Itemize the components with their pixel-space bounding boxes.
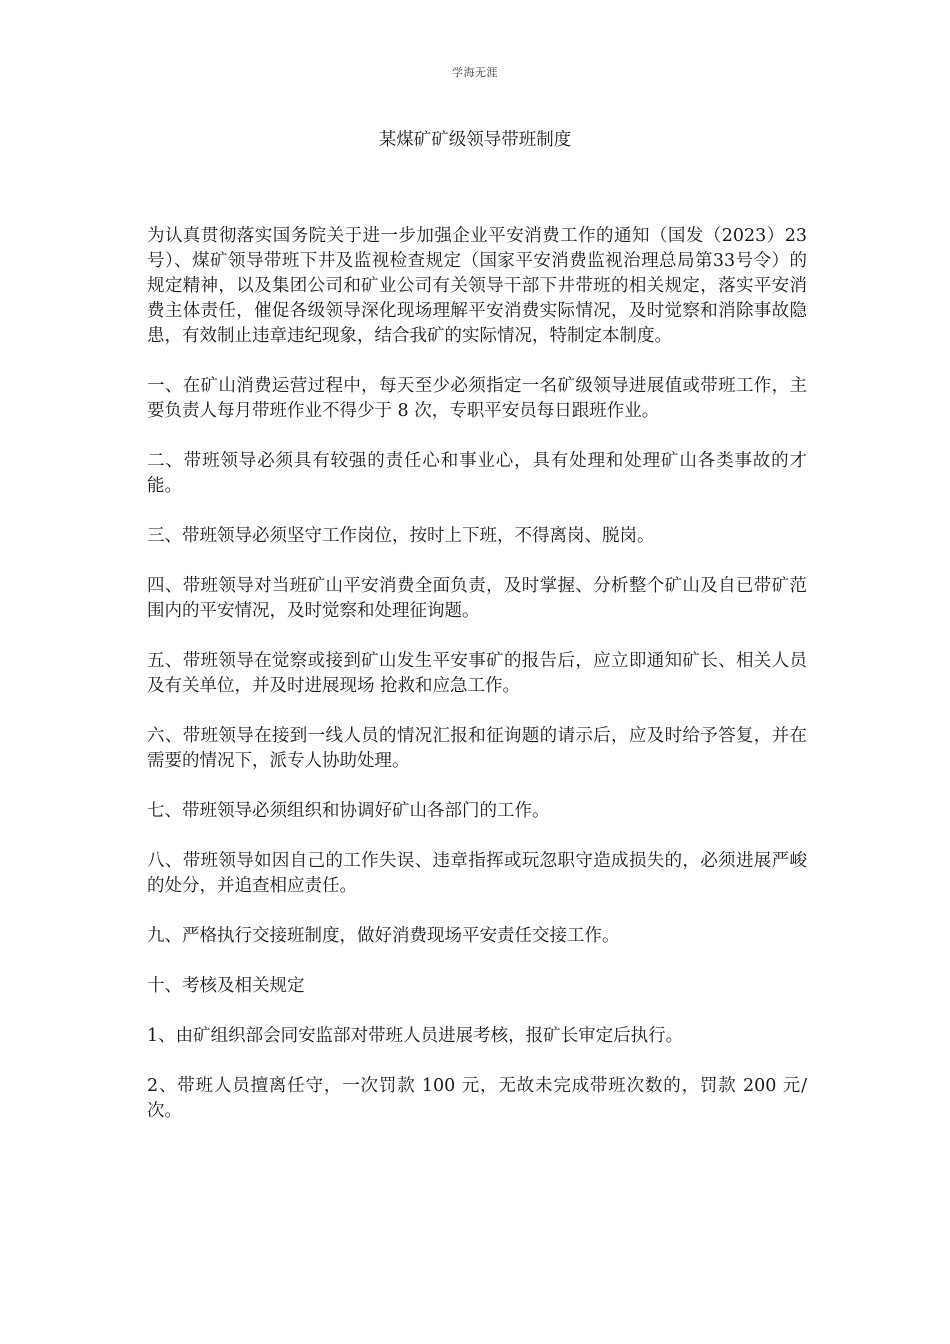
rule-paragraph-9: 九、严格执行交接班制度，做好消费现场平安责任交接工作。: [147, 926, 620, 946]
sub-rule-paragraph-1: 1、由矿组织部会同安监部对带班人员进展考核，报矿长审定后执行。: [147, 1026, 684, 1046]
rule-paragraph-2: 二、带班领导必须具有较强的责任心和事业心，具有处理和处理矿山各类事故的才能。: [147, 451, 807, 496]
document-title: 某煤矿矿级领导带班制度: [378, 130, 572, 150]
rule-paragraph-6: 六、带班领导在接到一线人员的情况汇报和征询题的请示后，应及时给予答复，并在需要的情况下，派专人协助处理。: [147, 726, 807, 771]
intro-paragraph: 为认真贯彻落实国务院关于进一步加强企业平安消费工作的通知（国发（2023）23号）、煤矿领导带班下井及监视检查规定（国家平安消费监视治理总局第33号令）的规定精神，以及集团公司和矿业公司有关领导干部下井带班的相关规定，落实平安消费主体责任，催促各级领导深化现场理解平安消费实际情况，及时觉察和消除事故隐患，有效制止违章违纪现象，结合我矿的实际情况，特制定本制度。: [147, 226, 807, 346]
rule-paragraph-5: 五、带班领导在觉察或接到矿山发生平安事矿的报告后，应立即通知矿长、相关人员及有关单位，并及时进展现场 抢救和应急工作。: [147, 651, 807, 696]
sub-rule-paragraph-2: 2、带班人员擅离任守，一次罚款 100 元，无故未完成带班次数的，罚款 200 元/次。: [147, 1076, 807, 1121]
rule-paragraph-4: 四、带班领导对当班矿山平安消费全面负责，及时掌握、分析整个矿山及自已带矿范围内的平安情况，及时觉察和处理征询题。: [147, 576, 807, 621]
rule-paragraph-1: 一、在矿山消费运营过程中，每天至少必须指定一名矿级领导进展值或带班工作，主要负责人每月带班作业不得少于 8 次，专职平安员每日跟班作业。: [147, 376, 807, 421]
rule-paragraph-10: 十、考核及相关规定: [147, 976, 305, 996]
page-header: 学海无涯: [452, 66, 498, 79]
rule-paragraph-7: 七、带班领导必须组织和协调好矿山各部门的工作。: [147, 801, 550, 821]
rule-paragraph-8: 八、带班领导如因自己的工作失误、违章指挥或玩忽职守造成损失的，必须进展严峻的处分，并追查相应责任。: [147, 851, 807, 896]
rule-paragraph-3: 三、带班领导必须坚守工作岗位，按时上下班，不得离岗、脱岗。: [147, 526, 655, 546]
document-body: [147, 224, 807, 1149]
